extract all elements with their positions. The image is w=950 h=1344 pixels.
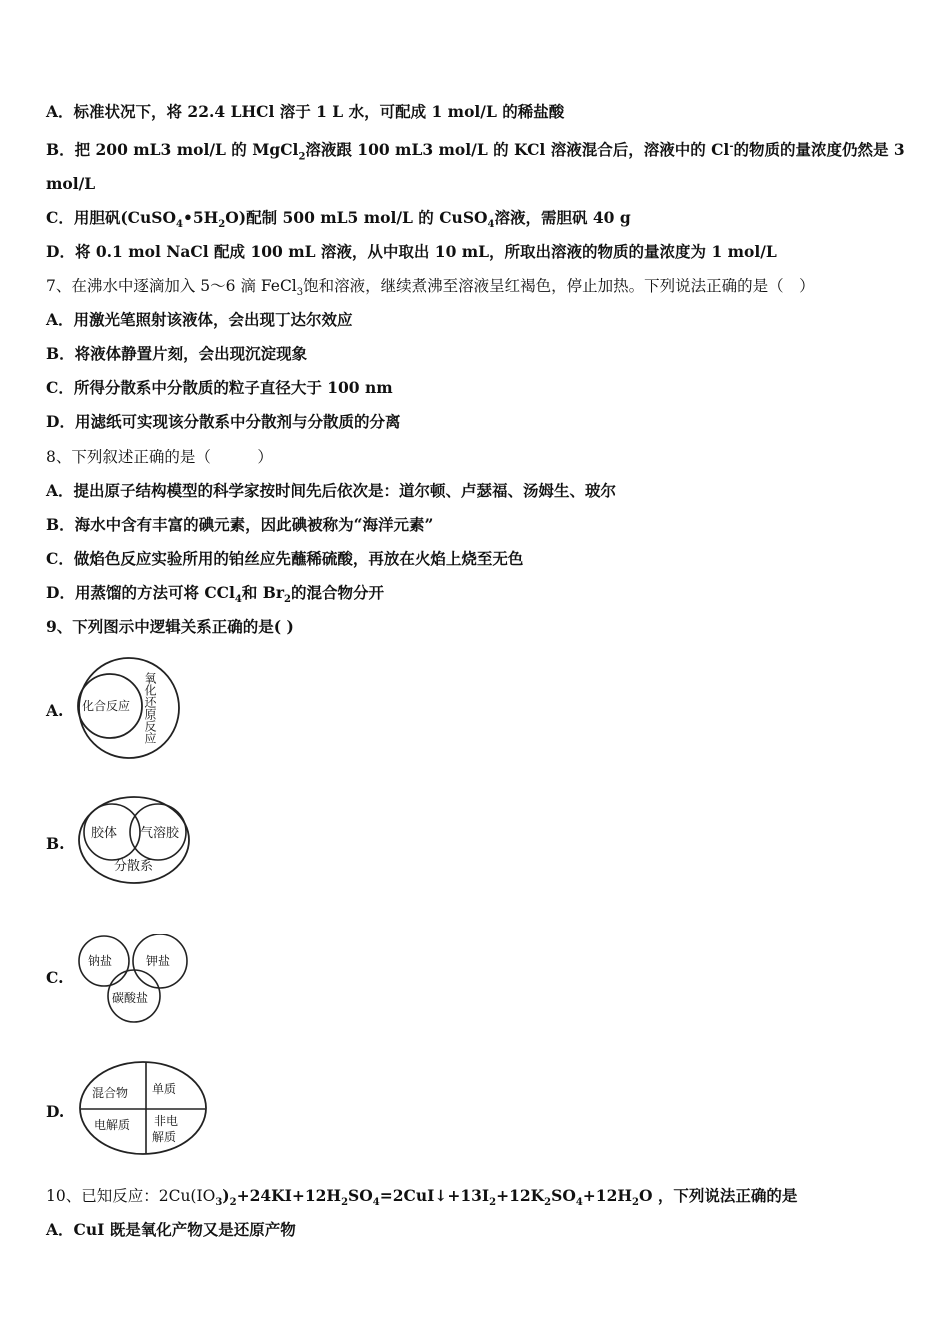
- q6-option-a: A．标准状况下，将 22.4 LHCl 溶于 1 L 水，可配成 1 mol/L 的稀盐酸: [46, 102, 565, 121]
- fig-d-bottom-right-label-2: 解质: [152, 1130, 177, 1144]
- q8-stem: 8、下列叙述正确的是（ ）: [46, 448, 273, 466]
- q6-option-d: D．将 0.1 mol NaCl 配成 100 mL 溶液，从中取出 10 mL，所取出溶液的物质的量浓度为 1 mol/L: [46, 242, 777, 261]
- q7-stem: 7、在沸水中逐滴加入 5～6 滴 FeCl$_3$饱和溶液，继续煮沸至溶液呈红褐色，停止加热。下列说法正确的是（ ）: [46, 277, 815, 299]
- fig-d-top-right-label: 单质: [152, 1082, 177, 1096]
- fig-d-bottom-right-label-1: 非电: [154, 1114, 179, 1128]
- q9-figure-a: [74, 654, 184, 762]
- fig-c-right-label: 钾盐: [146, 954, 171, 968]
- q8-option-b: B．海水中含有丰富的碘元素，因此碘被称为“海洋元素”: [46, 515, 434, 534]
- q10-option-a: A．CuI 既是氧化产物又是还原产物: [46, 1220, 296, 1239]
- fig-c-left-label: 钠盐: [88, 954, 113, 968]
- q6-option-b-continued: mol/L: [46, 174, 96, 193]
- q7-option-d: D．用滤纸可实现该分散系中分散剂与分散质的分离: [46, 412, 401, 431]
- q9-label-c: C.: [46, 968, 64, 987]
- q7-option-b: B．将液体静置片刻，会出现沉淀现象: [46, 344, 308, 363]
- fig-d-top-left-label: 混合物: [92, 1086, 129, 1100]
- fig-a-outer-label: 氧化还原反应: [143, 672, 157, 744]
- q7-option-c: C．所得分散系中分散质的粒子直径大于 100 nm: [46, 378, 393, 397]
- q9-label-a: A.: [46, 701, 64, 720]
- q9-figure-c: [76, 934, 196, 1024]
- q10-stem: 10、已知反应：$2Cu(IO_3)_2+24KI+12H_2SO_4=2CuI↓+13I_2+12K_2SO_4+12H_2O$ ，下列说法正确的是: [46, 1186, 798, 1209]
- q6-option-c: C．用胆矾$(CuSO_4•5H_2O)$配制 500 mL5 mol/L 的 CuSO$_4$溶液，需胆矾 40 g: [46, 208, 631, 231]
- q8-option-d: D．用蒸馏的方法可将 CCl$_4$和 $Br_2$的混合物分开: [46, 583, 385, 606]
- q9-figure-b: [74, 794, 194, 886]
- q7-option-a: A．用激光笔照射该液体，会出现丁达尔效应: [46, 310, 353, 329]
- q9-label-d: D.: [46, 1102, 65, 1121]
- fig-b-outer-label: 分散系: [114, 859, 154, 874]
- fig-b-right-label: 气溶胶: [140, 826, 180, 841]
- fig-d-bottom-left-label: 电解质: [94, 1118, 131, 1132]
- fig-a-inner-label: 化合反应: [82, 699, 131, 713]
- q9-figure-d: [76, 1059, 210, 1157]
- fig-c-bottom-label: 碳酸盐: [112, 991, 149, 1005]
- q6-option-b: B．把 200 mL3 mol/L 的 MgCl$_2$溶液跟 100 mL3 mol/L 的 KCl 溶液混合后，溶液中的 Cl-的物质的量浓度仍然是 3: [46, 140, 905, 163]
- q9-stem: 9、下列图示中逻辑关系正确的是( ): [46, 617, 294, 636]
- fig-b-left-label: 胶体: [91, 826, 118, 841]
- q8-option-c: C．做焰色反应实验所用的铂丝应先蘸稀硫酸，再放在火焰上烧至无色: [46, 549, 524, 568]
- q8-option-a: A．提出原子结构模型的科学家按时间先后依次是：道尔顿、卢瑟福、汤姆生、玻尔: [46, 481, 617, 500]
- q9-label-b: B.: [46, 834, 65, 853]
